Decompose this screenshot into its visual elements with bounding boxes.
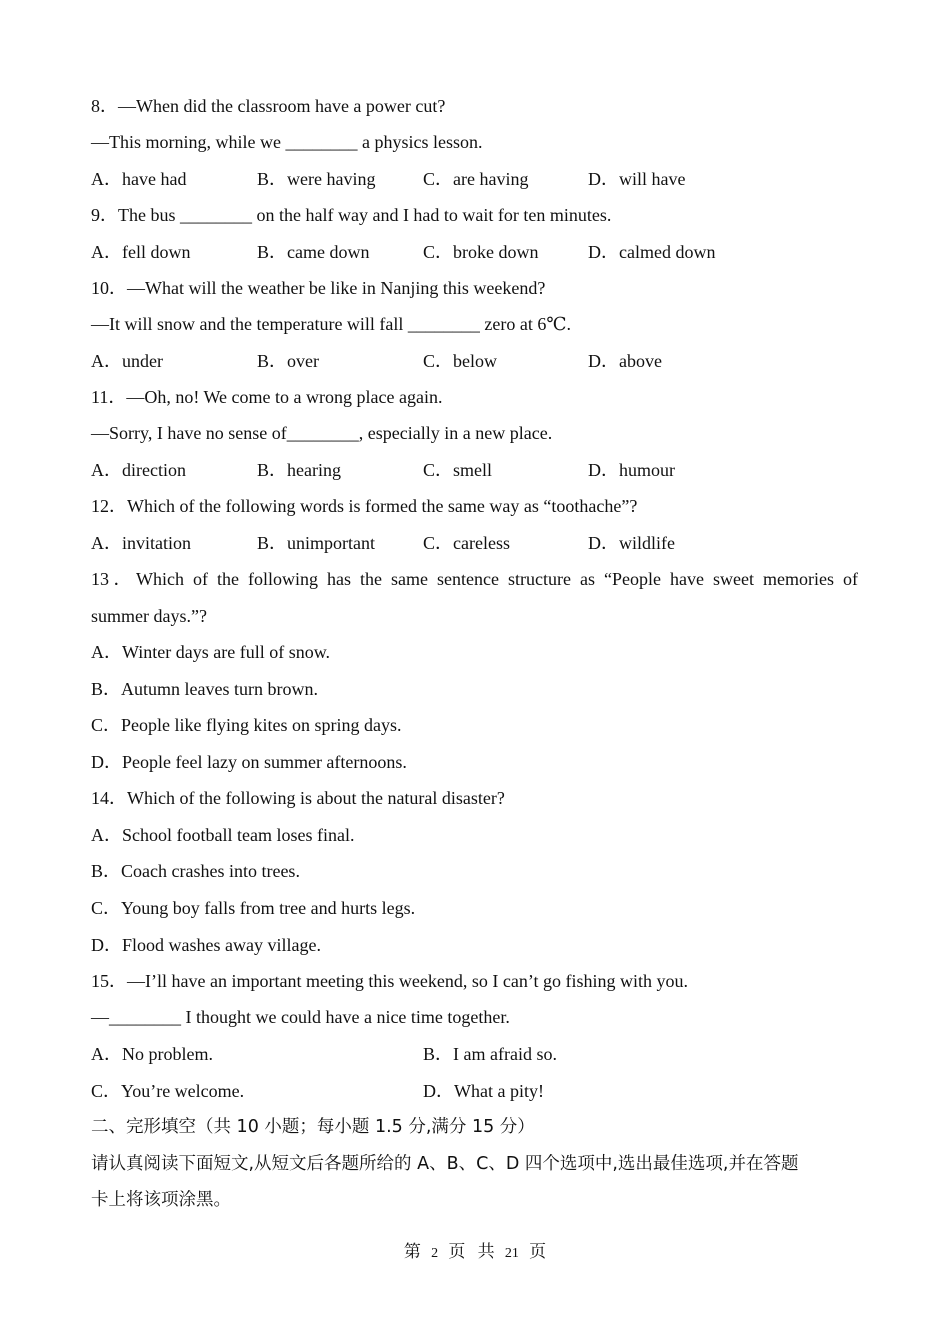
q9-option-c: C．broke down xyxy=(423,242,539,262)
page-footer xyxy=(0,1241,950,1265)
q15-option-d: D．What a pity! xyxy=(423,1081,544,1101)
q15-line2: —________ I thought we could have a nice time together. xyxy=(91,1007,510,1027)
footer-total-pages: 21 xyxy=(504,1246,519,1261)
q13-option-a: A．Winter days are full of snow. xyxy=(91,642,331,662)
q11-options xyxy=(91,459,891,481)
q15-option-a: A．No problem. xyxy=(91,1044,213,1064)
q10-option-b: B．over xyxy=(257,351,319,371)
q12-option-a: A．invitation xyxy=(91,533,191,553)
q13-option-d: D．People feel lazy on summer afternoons. xyxy=(91,752,407,772)
q10-line2: —It will snow and the temperature will fall ________ zero at 6℃. xyxy=(91,314,572,334)
q10-stem: 10．—What will the weather be like in Nanjing this weekend? xyxy=(91,278,546,298)
q11-stem: 11．—Oh, no! We come to a wrong place again. xyxy=(91,387,443,407)
q13-option-c: C．People like flying kites on spring days. xyxy=(91,715,402,735)
q9-option-b: B．came down xyxy=(257,242,370,262)
q11-line2: —Sorry, I have no sense of________, especially in a new place. xyxy=(91,423,553,443)
q15-stem: 15．—I’ll have an important meeting this weekend, so I can’t go fishing with you. xyxy=(91,971,689,991)
q8-option-d: D．will have xyxy=(588,169,686,189)
footer-di: 第 xyxy=(403,1242,421,1262)
q13-option-b: B．Autumn leaves turn brown. xyxy=(91,679,318,699)
q8-option-c: C．are having xyxy=(423,169,529,189)
q13-stem-line1: 13．Which of the following has the same sentence structure as “People have sweet memories of xyxy=(91,569,858,589)
q10-option-d: D．above xyxy=(588,351,662,371)
q14-option-c: C．Young boy falls from tree and hurts legs. xyxy=(91,898,416,918)
q15-option-c: C．You’re welcome. xyxy=(91,1081,245,1101)
footer-ye-2: 页 xyxy=(529,1242,547,1262)
q10-options xyxy=(91,350,891,372)
q8-option-a: A．have had xyxy=(91,169,187,189)
q14-option-d: D．Flood washes away village. xyxy=(91,935,321,955)
q8-option-b: B．were having xyxy=(257,169,376,189)
q11-option-b: B．hearing xyxy=(257,460,341,480)
q14-option-a: A．School football team loses final. xyxy=(91,825,355,845)
q9-stem: 9．The bus ________ on the half way and I had to wait for ten minutes. xyxy=(91,205,612,225)
footer-gong: 共 xyxy=(477,1242,495,1262)
q9-options xyxy=(91,241,891,263)
q11-option-c: C．smell xyxy=(423,460,493,480)
footer-ye: 页 xyxy=(448,1242,466,1262)
q11-option-d: D．humour xyxy=(588,460,675,480)
q12-option-c: C．careless xyxy=(423,533,510,553)
q14-stem: 14．Which of the following is about the natural disaster? xyxy=(91,788,505,808)
q15-options-row2 xyxy=(91,1080,891,1102)
q10-option-c: C．below xyxy=(423,351,497,371)
q9-option-d: D．calmed down xyxy=(588,242,716,262)
q11-option-a: A．direction xyxy=(91,460,186,480)
section2-instruction-line1: 请认真阅读下面短文,从短文后各题所给的 A、B、C、D 四个选项中,选出最佳选项,并在答题 xyxy=(91,1154,799,1174)
q15-option-b: B．I am afraid so. xyxy=(423,1044,557,1064)
q9-option-a: A．fell down xyxy=(91,242,191,262)
q12-option-b: B．unimportant xyxy=(257,533,375,553)
q12-option-d: D．wildlife xyxy=(588,533,675,553)
q8-line2: —This morning, while we ________ a physics lesson. xyxy=(91,132,483,152)
q13-stem-line2: summer days.”? xyxy=(91,606,207,626)
q12-stem: 12．Which of the following words is formed the same way as “toothache”? xyxy=(91,496,638,516)
q8-options xyxy=(91,168,891,190)
section2-heading: 二、完形填空（共 10 小题；每小题 1.5 分,满分 15 分） xyxy=(91,1117,535,1137)
q15-options-row1 xyxy=(91,1043,891,1065)
section2-instruction-line2: 卡上将该项涂黑。 xyxy=(91,1190,231,1210)
footer-page-number: 2 xyxy=(431,1246,439,1261)
q8-stem: 8．—When did the classroom have a power cut? xyxy=(91,96,446,116)
q14-option-b: B．Coach crashes into trees. xyxy=(91,861,300,881)
q12-options xyxy=(91,532,891,554)
q10-option-a: A．under xyxy=(91,351,163,371)
